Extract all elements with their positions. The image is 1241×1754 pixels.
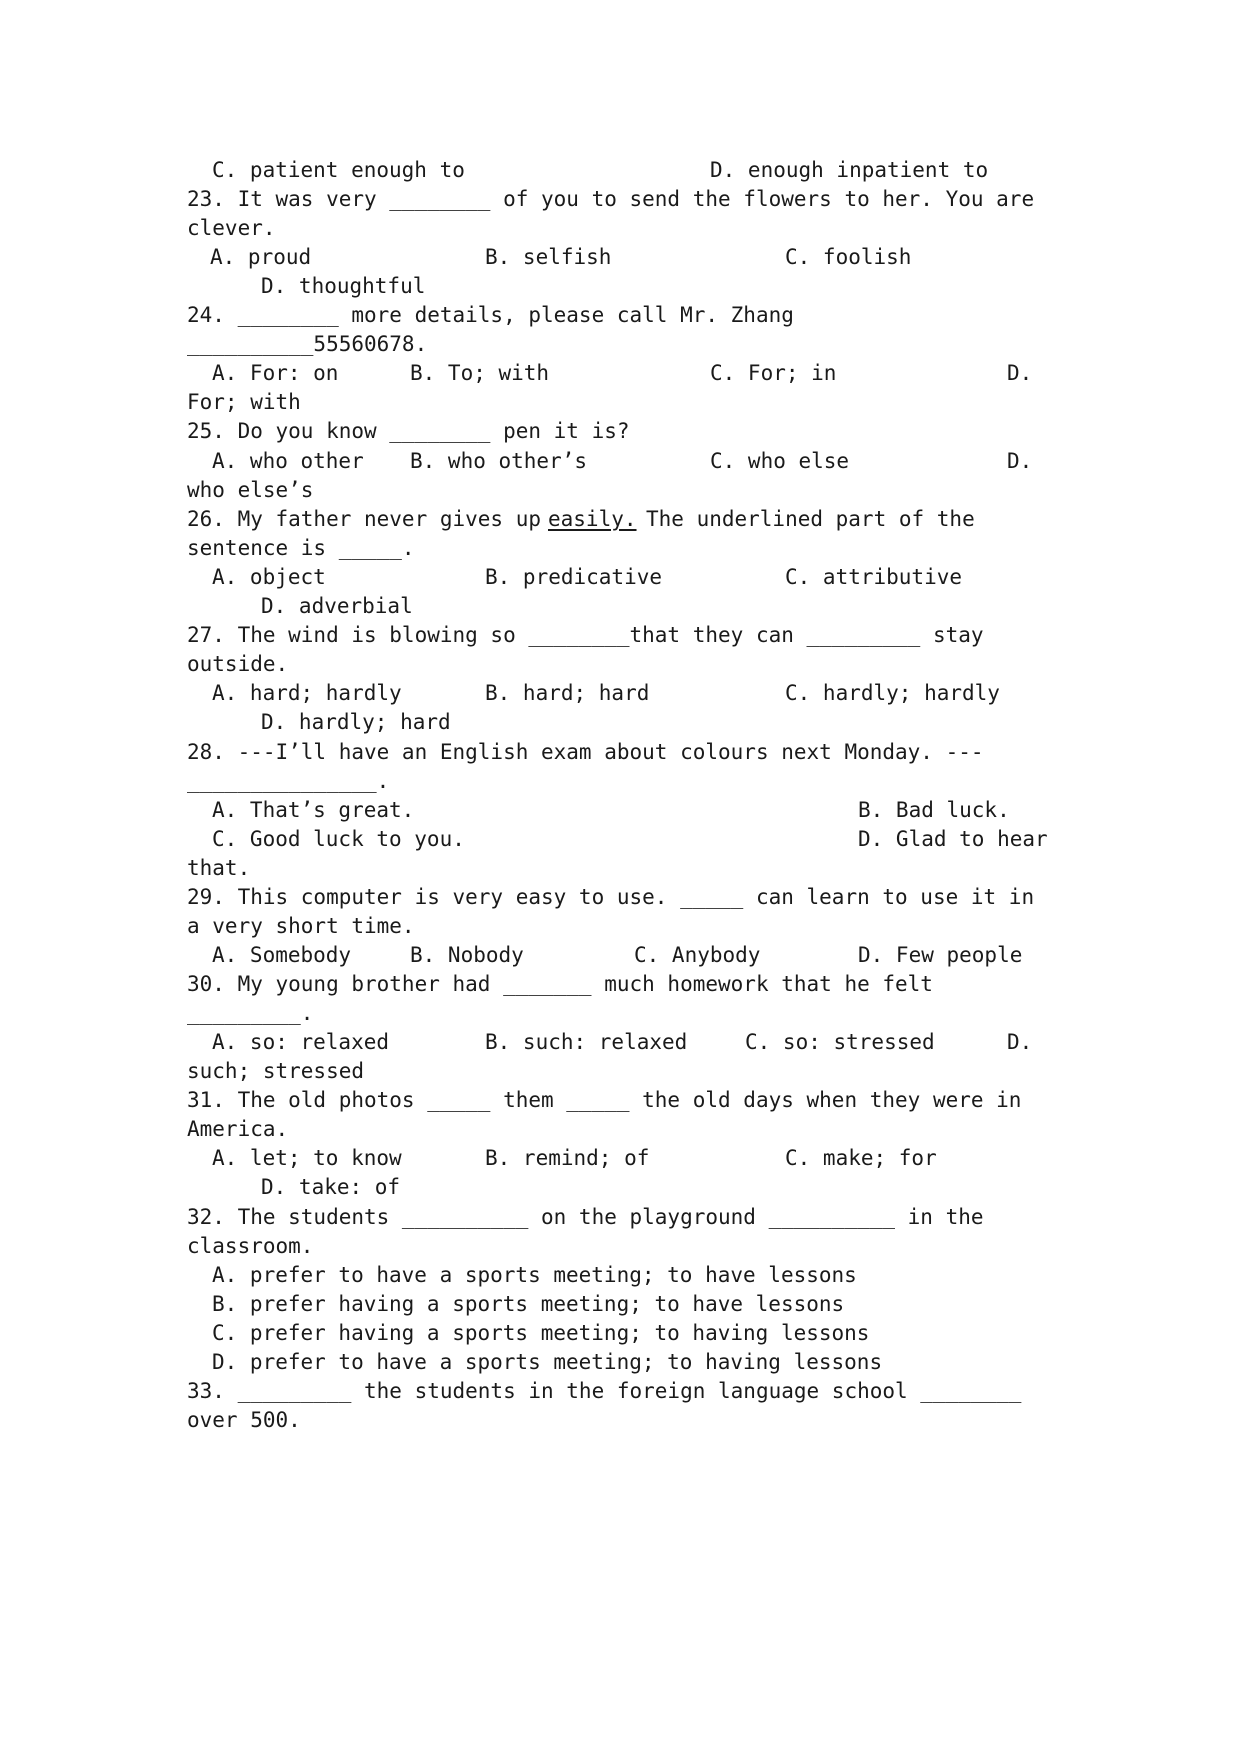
text-line: B. Bad luck. [858, 798, 1010, 822]
text-line: A. hard; hardly [212, 681, 402, 705]
text-line: B. who other’s [410, 449, 588, 473]
text-line: America. [187, 1117, 289, 1141]
text-line: C. For; in [710, 361, 837, 385]
text-line: A. Somebody [212, 943, 352, 967]
text-line: 28. ---I’ll have an English exam about colours next Monday. --- [187, 740, 984, 764]
text-line: that. [187, 856, 251, 880]
text-line: 26. My father never gives up [187, 507, 542, 531]
text-line: C. who else [710, 449, 850, 473]
text-line: B. hard; hard [485, 681, 650, 705]
text-line: 29. This computer is very easy to use. _____ can learn to use it in [187, 885, 1035, 909]
text-line: B. To; with [410, 361, 550, 385]
text-line: 23. It was very ________ of you to send the flowers to her. You are [187, 187, 1035, 211]
text-line: D. [1007, 1030, 1033, 1054]
text-line: classroom. [187, 1234, 314, 1258]
text-line: such; stressed [187, 1059, 365, 1083]
text-line: 32. The students __________ on the playground __________ in the [187, 1205, 984, 1229]
text-line: a very short time. [187, 914, 415, 938]
text-line: outside. [187, 652, 289, 676]
text-line: 24. ________ more details, please call Mr. Zhang [187, 303, 794, 327]
text-line: C. prefer having a sports meeting; to having lessons [212, 1321, 870, 1345]
text-line: For; with [187, 390, 301, 414]
text-line: B. prefer having a sports meeting; to have lessons [212, 1292, 845, 1316]
text-line: _________. [187, 1001, 314, 1025]
text-line: who else’s [187, 478, 314, 502]
underlined-word: easily. [548, 507, 637, 531]
text-line: C. Anybody [634, 943, 761, 967]
text-line: A. who other [212, 449, 364, 473]
text-line: C. attributive [785, 565, 963, 589]
text-line: 33. _________ the students in the foreign language school ________ [187, 1379, 1022, 1403]
text-line: C. hardly; hardly [785, 681, 1000, 705]
text-line: B. Nobody [410, 943, 524, 967]
text-line: B. selfish [485, 245, 612, 269]
text-line: C. patient enough to [212, 158, 465, 182]
text-line: C. make; for [785, 1146, 937, 1170]
text-line: The underlined part of the [646, 507, 975, 531]
text-line: sentence is _____. [187, 536, 415, 560]
text-line: B. such: relaxed [485, 1030, 688, 1054]
text-line: D. prefer to have a sports meeting; to having lessons [212, 1350, 883, 1374]
text-line: D. thoughtful [261, 274, 426, 298]
text-line: C. foolish [785, 245, 912, 269]
text-line: _______________. [187, 769, 390, 793]
text-line: D. Glad to hear [858, 827, 1048, 851]
text-line: C. so: stressed [745, 1030, 935, 1054]
text-line: D. Few people [858, 943, 1023, 967]
text-line: A. proud [210, 245, 312, 269]
text-line: A. object [212, 565, 326, 589]
text-line: A. For: on [212, 361, 339, 385]
text-line: A. prefer to have a sports meeting; to have lessons [212, 1263, 857, 1287]
text-line: D. take: of [261, 1175, 401, 1199]
text-line: 25. Do you know ________ pen it is? [187, 419, 630, 443]
text-line: D. enough inpatient to [710, 158, 989, 182]
text-line: D. [1007, 449, 1033, 473]
text-line: over 500. [187, 1408, 301, 1432]
text-line: 27. The wind is blowing so ________that they can _________ stay [187, 623, 984, 647]
text-line: B. remind; of [485, 1146, 650, 1170]
text-line: A. That’s great. [212, 798, 415, 822]
text-line: B. predicative [485, 565, 663, 589]
text-line: D. adverbial [261, 594, 413, 618]
text-line: D. [1007, 361, 1033, 385]
text-line: D. hardly; hard [261, 710, 451, 734]
text-line: __________55560678. [187, 332, 428, 356]
text-line: A. so: relaxed [212, 1030, 390, 1054]
text-line: 31. The old photos _____ them _____ the old days when they were in [187, 1088, 1022, 1112]
text-line: clever. [187, 216, 276, 240]
text-line: 30. My young brother had _______ much homework that he felt [187, 972, 933, 996]
text-line: A. let; to know [212, 1146, 402, 1170]
text-line: C. Good luck to you. [212, 827, 465, 851]
